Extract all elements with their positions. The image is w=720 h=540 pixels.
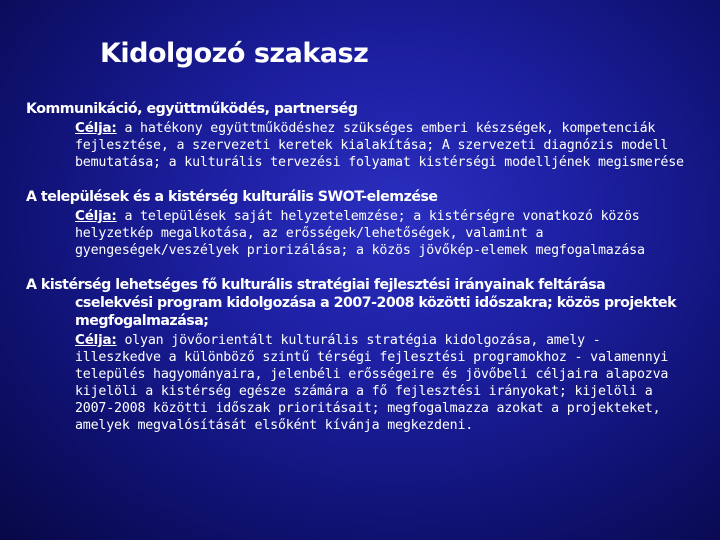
section-goal [0, 332, 685, 434]
goal-text: a hatékony együttműködéshez szükséges emberi készségek, kompetenciák fejlesztése, a szervezeti keretek kialakítása; A szervezeti diagnózis modell bemutatása; a kulturális tervezési folyamat kistérségi modelljének megismerése [75, 121, 684, 170]
section-swot [0, 188, 700, 259]
slide-title: Kidolgozó szakasz [100, 38, 369, 69]
section-communication [0, 100, 700, 171]
section-goal [0, 208, 685, 259]
section-goal [0, 120, 685, 171]
goal-label: Célja: [75, 332, 117, 348]
goal-text: a települések saját helyzetelemzése; a kistérségre vonatkozó közös helyzetkép megalkotása, az erősségek/lehetőségek, valamint a gyengeségek/veszélyek priorizálása; a közös jövőkép-elemek megfogalmazása [75, 209, 645, 258]
slide-content [0, 100, 700, 451]
goal-label: Célja: [75, 120, 117, 136]
section-heading: Kommunikáció, együttműködés, partnerség [26, 101, 358, 117]
section-heading: A települések és a kistérség kulturális SWOT-elemzése [26, 189, 438, 205]
section-heading: A kistérség lehetséges fő kulturális stratégiai fejlesztési irányainak feltárása cselekvési program kidolgozása a 2007-2008 közötti időszakra; közös projektek megfogalmazása; [26, 277, 677, 329]
section-strategy [0, 276, 700, 434]
goal-label: Célja: [75, 208, 117, 224]
goal-text: olyan jövőorientált kulturális stratégia kidolgozása, amely - illeszkedve a különböző szintű térségi fejlesztési programokhoz - valamennyi település hagyományaira, jelenbéli erősségeire és jövőbeli céljaira alapozva kijelöli a kistérség egésze számára a fő fejlesztési irányokat; kijelöli a 2007-2008 közötti időszak prioritásait; megfogalmazza azokat a projekteket, amelyek megvalósítását elsőként kívánja megkezdeni. [75, 333, 669, 433]
